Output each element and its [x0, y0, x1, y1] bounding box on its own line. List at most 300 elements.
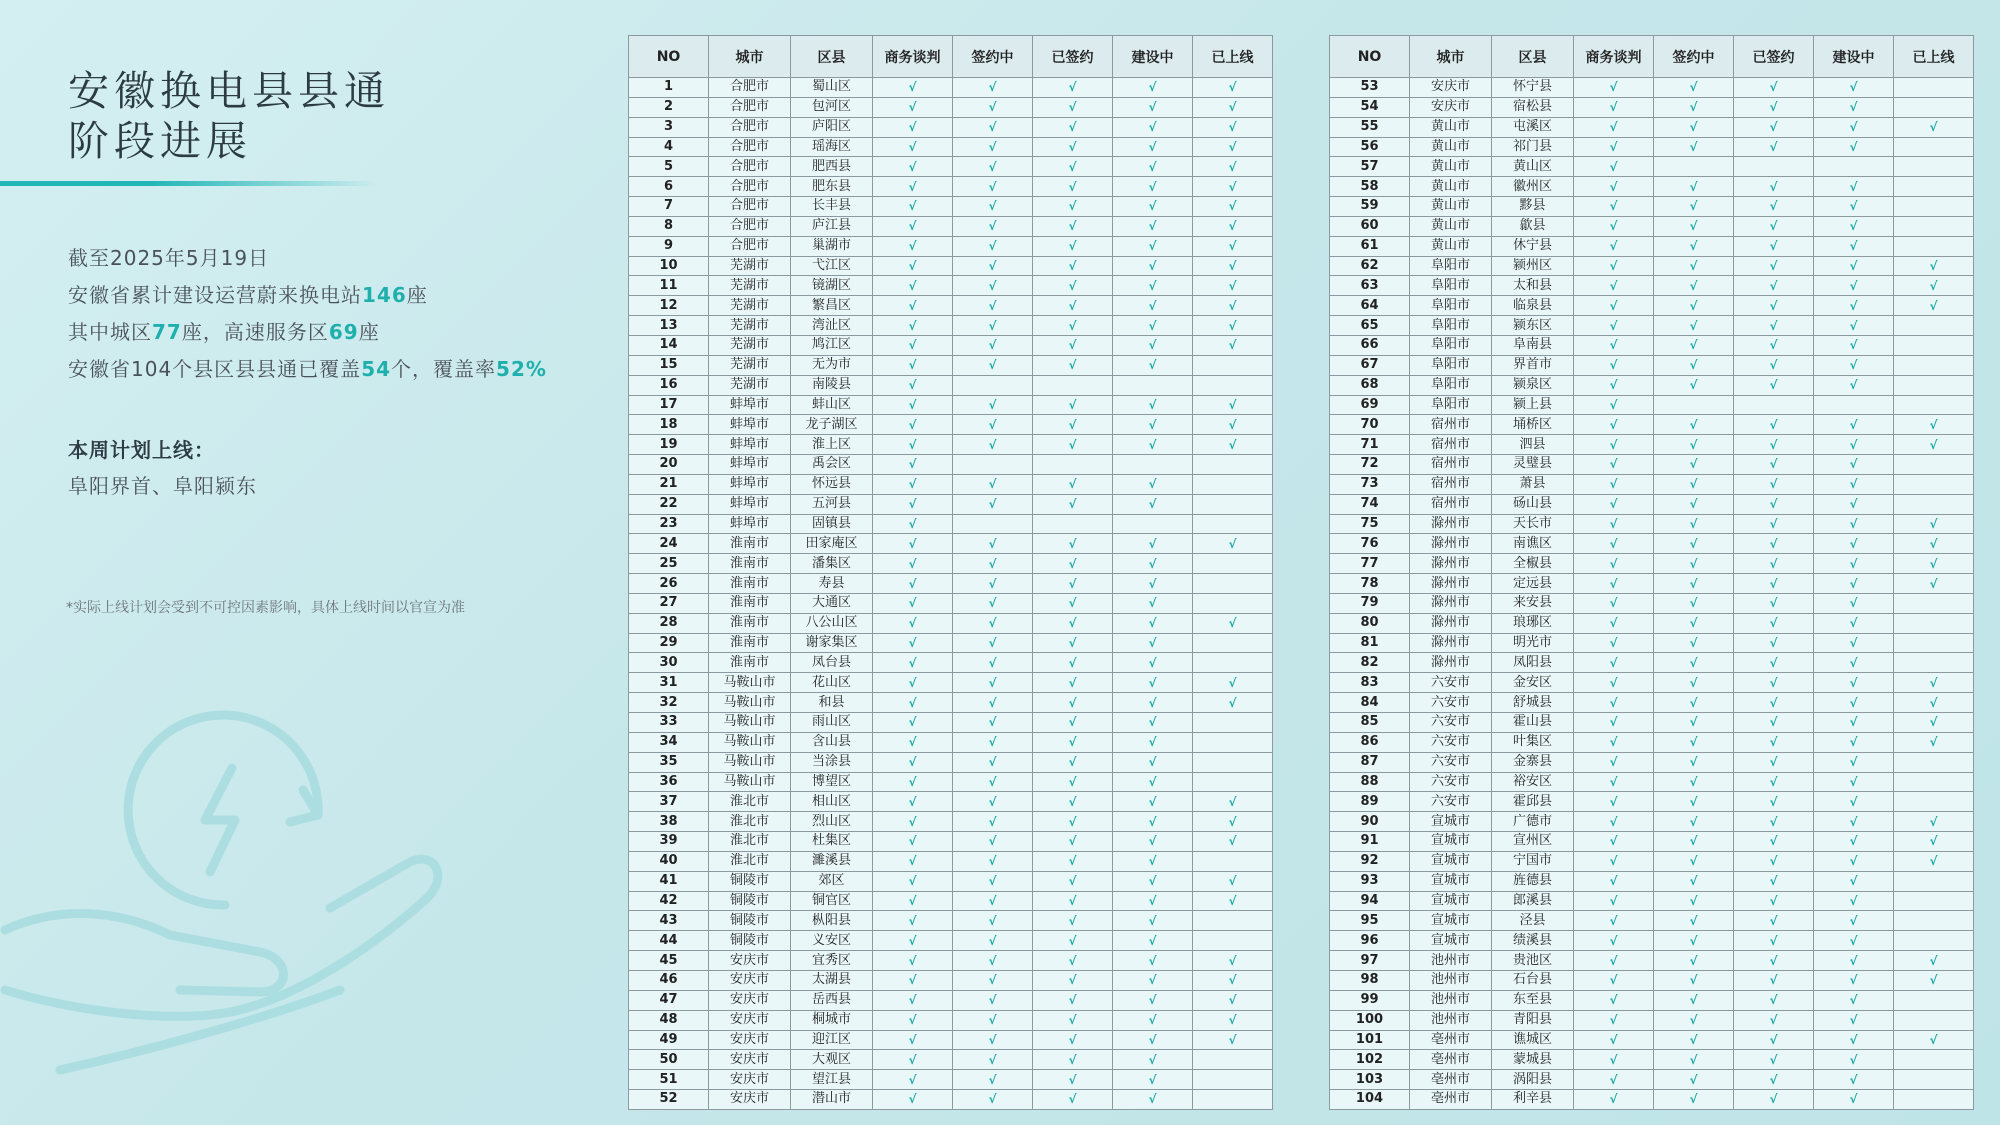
row-county: 来安县 [1492, 593, 1574, 613]
row-city: 安庆市 [709, 1050, 791, 1070]
row-city: 六安市 [1410, 792, 1492, 812]
row-city: 合肥市 [709, 236, 791, 256]
check-icon: √ [1654, 216, 1734, 236]
check-icon: √ [953, 236, 1033, 256]
check-icon: √ [1654, 911, 1734, 931]
check-icon: √ [1734, 990, 1814, 1010]
table-row [1330, 375, 1974, 395]
row-city: 滁州市 [1410, 633, 1492, 653]
check-icon: √ [953, 494, 1033, 514]
check-icon: √ [1814, 1090, 1894, 1110]
check-icon: √ [1574, 772, 1654, 792]
stage-cell [1113, 455, 1193, 475]
row-county: 宁国市 [1492, 851, 1574, 871]
check-icon: √ [1033, 256, 1113, 276]
row-number: 9 [629, 236, 709, 256]
row-county: 岳西县 [791, 990, 873, 1010]
table-row [629, 494, 1273, 514]
check-icon: √ [1654, 276, 1734, 296]
check-icon: √ [873, 415, 953, 435]
row-county: 寿县 [791, 574, 873, 594]
check-icon: √ [1814, 970, 1894, 990]
check-icon: √ [1654, 1050, 1734, 1070]
check-icon: √ [1113, 713, 1193, 733]
check-icon: √ [1574, 296, 1654, 316]
check-icon: √ [1574, 1090, 1654, 1110]
row-number: 47 [629, 990, 709, 1010]
check-icon: √ [953, 752, 1033, 772]
check-icon: √ [873, 534, 953, 554]
check-icon: √ [1033, 891, 1113, 911]
check-icon: √ [953, 593, 1033, 613]
check-icon: √ [1033, 177, 1113, 197]
table-row [629, 911, 1273, 931]
check-icon: √ [1193, 236, 1273, 256]
check-icon: √ [953, 1050, 1033, 1070]
row-city: 阜阳市 [1410, 355, 1492, 375]
check-icon: √ [1814, 673, 1894, 693]
row-county: 鸠江区 [791, 335, 873, 355]
row-county: 屯溪区 [1492, 117, 1574, 137]
stage-cell [953, 455, 1033, 475]
check-icon: √ [1734, 593, 1814, 613]
row-county: 包河区 [791, 97, 873, 117]
stats-date: 截至2025年5月19日 [68, 246, 270, 270]
check-icon: √ [1574, 1030, 1654, 1050]
check-icon: √ [953, 970, 1033, 990]
check-icon: √ [1193, 137, 1273, 157]
check-icon: √ [1574, 117, 1654, 137]
row-city: 六安市 [1410, 693, 1492, 713]
check-icon: √ [1033, 851, 1113, 871]
check-icon: √ [1113, 177, 1193, 197]
table-row [629, 931, 1273, 951]
check-icon: √ [1574, 1010, 1654, 1030]
weekly-plan-text: 阜阳界首、阜阳颍东 [68, 474, 257, 498]
header-signed: 已签约 [1033, 36, 1113, 78]
row-city: 黄山市 [1410, 137, 1492, 157]
row-number: 78 [1330, 574, 1410, 594]
check-icon: √ [1894, 574, 1974, 594]
check-icon: √ [1193, 197, 1273, 217]
table-row [1330, 137, 1974, 157]
row-county: 霍邱县 [1492, 792, 1574, 812]
stage-cell [1894, 97, 1974, 117]
check-icon: √ [1734, 375, 1814, 395]
table-header-row [629, 36, 1273, 78]
check-icon: √ [1654, 117, 1734, 137]
row-city: 蚌埠市 [709, 514, 791, 534]
check-icon: √ [1033, 574, 1113, 594]
check-icon: √ [873, 931, 953, 951]
stage-cell [1894, 613, 1974, 633]
check-icon: √ [1814, 455, 1894, 475]
check-icon: √ [1113, 732, 1193, 752]
stage-cell [1894, 792, 1974, 812]
row-county: 蒙城县 [1492, 1050, 1574, 1070]
stats-breakdown: 其中城区77座，高速服务区69座 [68, 320, 380, 344]
stage-cell [1894, 335, 1974, 355]
check-icon: √ [873, 713, 953, 733]
row-county: 潜山市 [791, 1090, 873, 1110]
row-county: 当涂县 [791, 752, 873, 772]
row-number: 36 [629, 772, 709, 792]
check-icon: √ [1113, 752, 1193, 772]
check-icon: √ [1654, 633, 1734, 653]
check-icon: √ [1033, 1050, 1113, 1070]
row-number: 46 [629, 970, 709, 990]
stage-cell [1894, 137, 1974, 157]
check-icon: √ [953, 395, 1033, 415]
header-signing: 签约中 [1654, 36, 1734, 78]
table-row [629, 851, 1273, 871]
check-icon: √ [953, 97, 1033, 117]
check-icon: √ [1113, 256, 1193, 276]
row-city: 合肥市 [709, 197, 791, 217]
table-row [629, 792, 1273, 812]
check-icon: √ [1734, 236, 1814, 256]
check-icon: √ [953, 276, 1033, 296]
stage-cell [1894, 474, 1974, 494]
table-row [1330, 752, 1974, 772]
table-row [1330, 871, 1974, 891]
check-icon: √ [1734, 355, 1814, 375]
check-icon: √ [873, 435, 953, 455]
row-city: 安庆市 [709, 951, 791, 971]
check-icon: √ [1113, 1070, 1193, 1090]
table-row [1330, 851, 1974, 871]
stage-cell [1193, 1090, 1273, 1110]
stats-total-stations: 安徽省累计建设运营蔚来换电站146座 [68, 283, 428, 307]
row-county: 歙县 [1492, 216, 1574, 236]
table-row [629, 673, 1273, 693]
row-county: 和县 [791, 693, 873, 713]
row-city: 滁州市 [1410, 514, 1492, 534]
check-icon: √ [1574, 197, 1654, 217]
check-icon: √ [1113, 78, 1193, 98]
row-number: 33 [629, 713, 709, 733]
header-signed: 已签约 [1734, 36, 1814, 78]
row-county: 琅琊区 [1492, 613, 1574, 633]
stage-cell [1894, 455, 1974, 475]
check-icon: √ [1734, 494, 1814, 514]
check-icon: √ [1113, 97, 1193, 117]
check-icon: √ [1654, 772, 1734, 792]
check-icon: √ [1033, 653, 1113, 673]
row-city: 淮南市 [709, 534, 791, 554]
check-icon: √ [1574, 871, 1654, 891]
check-icon: √ [1193, 970, 1273, 990]
check-icon: √ [1814, 653, 1894, 673]
check-icon: √ [1113, 891, 1193, 911]
row-city: 马鞍山市 [709, 752, 791, 772]
check-icon: √ [1193, 990, 1273, 1010]
row-city: 宣城市 [1410, 871, 1492, 891]
check-icon: √ [1193, 177, 1273, 197]
row-number: 84 [1330, 693, 1410, 713]
row-number: 76 [1330, 534, 1410, 554]
check-icon: √ [873, 653, 953, 673]
table-row [1330, 772, 1974, 792]
row-city: 马鞍山市 [709, 693, 791, 713]
table-row [1330, 455, 1974, 475]
check-icon: √ [1193, 435, 1273, 455]
check-icon: √ [1814, 316, 1894, 336]
check-icon: √ [1574, 97, 1654, 117]
check-icon: √ [1574, 355, 1654, 375]
row-county: 祁门县 [1492, 137, 1574, 157]
stage-cell [1193, 574, 1273, 594]
check-icon: √ [1113, 613, 1193, 633]
table-row [629, 1050, 1273, 1070]
row-number: 96 [1330, 931, 1410, 951]
table-row [1330, 931, 1974, 951]
check-icon: √ [1814, 931, 1894, 951]
stage-cell [1814, 395, 1894, 415]
table-row [629, 1030, 1273, 1050]
check-icon: √ [1113, 792, 1193, 812]
row-city: 马鞍山市 [709, 732, 791, 752]
row-city: 阜阳市 [1410, 395, 1492, 415]
row-number: 51 [629, 1070, 709, 1090]
check-icon: √ [1734, 832, 1814, 852]
check-icon: √ [1814, 78, 1894, 98]
check-icon: √ [1654, 474, 1734, 494]
check-icon: √ [1654, 355, 1734, 375]
table-row [629, 693, 1273, 713]
check-icon: √ [1193, 891, 1273, 911]
check-icon: √ [1574, 970, 1654, 990]
check-icon: √ [1814, 494, 1894, 514]
check-icon: √ [1113, 157, 1193, 177]
row-city: 蚌埠市 [709, 455, 791, 475]
row-county: 霍山县 [1492, 713, 1574, 733]
stage-cell [1894, 177, 1974, 197]
check-icon: √ [1734, 871, 1814, 891]
row-city: 黄山市 [1410, 157, 1492, 177]
check-icon: √ [1113, 335, 1193, 355]
row-county: 禹会区 [791, 455, 873, 475]
check-icon: √ [1734, 137, 1814, 157]
check-icon: √ [953, 931, 1033, 951]
check-icon: √ [1113, 117, 1193, 137]
row-number: 68 [1330, 375, 1410, 395]
check-icon: √ [1033, 990, 1113, 1010]
row-city: 宣城市 [1410, 832, 1492, 852]
check-icon: √ [1734, 613, 1814, 633]
check-icon: √ [1193, 117, 1273, 137]
check-icon: √ [1734, 931, 1814, 951]
stage-cell [1734, 395, 1814, 415]
row-county: 太和县 [1492, 276, 1574, 296]
check-icon: √ [1033, 732, 1113, 752]
check-icon: √ [1654, 990, 1734, 1010]
row-number: 74 [1330, 494, 1410, 514]
stage-cell [1654, 395, 1734, 415]
row-county: 大通区 [791, 593, 873, 613]
row-number: 102 [1330, 1050, 1410, 1070]
row-county: 颍州区 [1492, 256, 1574, 276]
row-county: 杜集区 [791, 832, 873, 852]
table-row [1330, 415, 1974, 435]
check-icon: √ [1894, 554, 1974, 574]
check-icon: √ [1814, 197, 1894, 217]
check-icon: √ [1894, 812, 1974, 832]
check-icon: √ [1654, 951, 1734, 971]
check-icon: √ [1033, 832, 1113, 852]
row-city: 马鞍山市 [709, 673, 791, 693]
check-icon: √ [1193, 1030, 1273, 1050]
check-icon: √ [1734, 534, 1814, 554]
check-icon: √ [1814, 693, 1894, 713]
row-number: 70 [1330, 415, 1410, 435]
info-panel [0, 0, 600, 1125]
check-icon: √ [873, 574, 953, 594]
check-icon: √ [1894, 256, 1974, 276]
row-number: 89 [1330, 792, 1410, 812]
table-row [1330, 296, 1974, 316]
stage-cell [1894, 633, 1974, 653]
header-building: 建设中 [1814, 36, 1894, 78]
check-icon: √ [1033, 157, 1113, 177]
check-icon: √ [1193, 395, 1273, 415]
check-icon: √ [953, 435, 1033, 455]
check-icon: √ [1814, 177, 1894, 197]
row-county: 肥东县 [791, 177, 873, 197]
row-city: 宿州市 [1410, 415, 1492, 435]
row-number: 20 [629, 455, 709, 475]
check-icon: √ [1734, 970, 1814, 990]
table-row [629, 375, 1273, 395]
row-number: 88 [1330, 772, 1410, 792]
check-icon: √ [953, 197, 1033, 217]
row-county: 桐城市 [791, 1010, 873, 1030]
row-city: 芜湖市 [709, 316, 791, 336]
check-icon: √ [873, 256, 953, 276]
row-city: 阜阳市 [1410, 335, 1492, 355]
row-county: 东至县 [1492, 990, 1574, 1010]
header-no: NO [629, 36, 709, 78]
check-icon: √ [1654, 1010, 1734, 1030]
table-row [1330, 633, 1974, 653]
row-county: 肥西县 [791, 157, 873, 177]
row-number: 100 [1330, 1010, 1410, 1030]
check-icon: √ [1894, 693, 1974, 713]
check-icon: √ [1654, 256, 1734, 276]
check-icon: √ [1574, 177, 1654, 197]
row-number: 94 [1330, 891, 1410, 911]
row-number: 75 [1330, 514, 1410, 534]
row-number: 32 [629, 693, 709, 713]
check-icon: √ [1814, 296, 1894, 316]
check-icon: √ [1574, 713, 1654, 733]
check-icon: √ [1574, 752, 1654, 772]
row-number: 91 [1330, 832, 1410, 852]
check-icon: √ [1574, 832, 1654, 852]
row-county: 南谯区 [1492, 534, 1574, 554]
check-icon: √ [873, 911, 953, 931]
page-title [68, 66, 390, 166]
row-city: 宿州市 [1410, 455, 1492, 475]
check-icon: √ [1654, 931, 1734, 951]
table-row [1330, 574, 1974, 594]
check-icon: √ [1574, 812, 1654, 832]
check-icon: √ [953, 1030, 1033, 1050]
row-city: 安庆市 [709, 970, 791, 990]
check-icon: √ [1734, 851, 1814, 871]
header-county: 区县 [1492, 36, 1574, 78]
header-negotiation: 商务谈判 [873, 36, 953, 78]
check-icon: √ [873, 832, 953, 852]
stage-cell [1894, 197, 1974, 217]
check-icon: √ [1734, 1010, 1814, 1030]
check-icon: √ [1734, 693, 1814, 713]
row-city: 芜湖市 [709, 296, 791, 316]
row-county: 徽州区 [1492, 177, 1574, 197]
table-row [1330, 970, 1974, 990]
row-city: 滁州市 [1410, 653, 1492, 673]
table-row [1330, 891, 1974, 911]
check-icon: √ [953, 633, 1033, 653]
check-icon: √ [1193, 673, 1273, 693]
row-county: 长丰县 [791, 197, 873, 217]
check-icon: √ [1654, 78, 1734, 98]
check-icon: √ [1574, 633, 1654, 653]
row-city: 安庆市 [1410, 97, 1492, 117]
table-row [629, 117, 1273, 137]
row-city: 芜湖市 [709, 355, 791, 375]
row-county: 南陵县 [791, 375, 873, 395]
row-number: 77 [1330, 554, 1410, 574]
row-county: 旌德县 [1492, 871, 1574, 891]
row-county: 石台县 [1492, 970, 1574, 990]
table-row [1330, 911, 1974, 931]
check-icon: √ [1734, 296, 1814, 316]
table-row [629, 593, 1273, 613]
check-icon: √ [873, 474, 953, 494]
check-icon: √ [1193, 335, 1273, 355]
row-city: 滁州市 [1410, 534, 1492, 554]
row-number: 101 [1330, 1030, 1410, 1050]
row-county: 临泉县 [1492, 296, 1574, 316]
table-row [629, 395, 1273, 415]
row-county: 庐江县 [791, 216, 873, 236]
table-row [629, 832, 1273, 852]
row-county: 湾沚区 [791, 316, 873, 336]
table-row [629, 713, 1273, 733]
row-number: 61 [1330, 236, 1410, 256]
check-icon: √ [953, 851, 1033, 871]
table-row [1330, 216, 1974, 236]
row-number: 83 [1330, 673, 1410, 693]
check-icon: √ [1654, 613, 1734, 633]
row-city: 黄山市 [1410, 216, 1492, 236]
table-row [629, 534, 1273, 554]
row-county: 花山区 [791, 673, 873, 693]
urban-count: 77 [152, 320, 182, 344]
row-city: 淮南市 [709, 613, 791, 633]
check-icon: √ [953, 554, 1033, 574]
check-icon: √ [1033, 554, 1113, 574]
check-icon: √ [1654, 236, 1734, 256]
check-icon: √ [1033, 296, 1113, 316]
check-icon: √ [953, 474, 1033, 494]
check-icon: √ [873, 891, 953, 911]
check-icon: √ [1033, 772, 1113, 792]
check-icon: √ [1113, 951, 1193, 971]
row-city: 铜陵市 [709, 871, 791, 891]
stage-cell [1193, 554, 1273, 574]
